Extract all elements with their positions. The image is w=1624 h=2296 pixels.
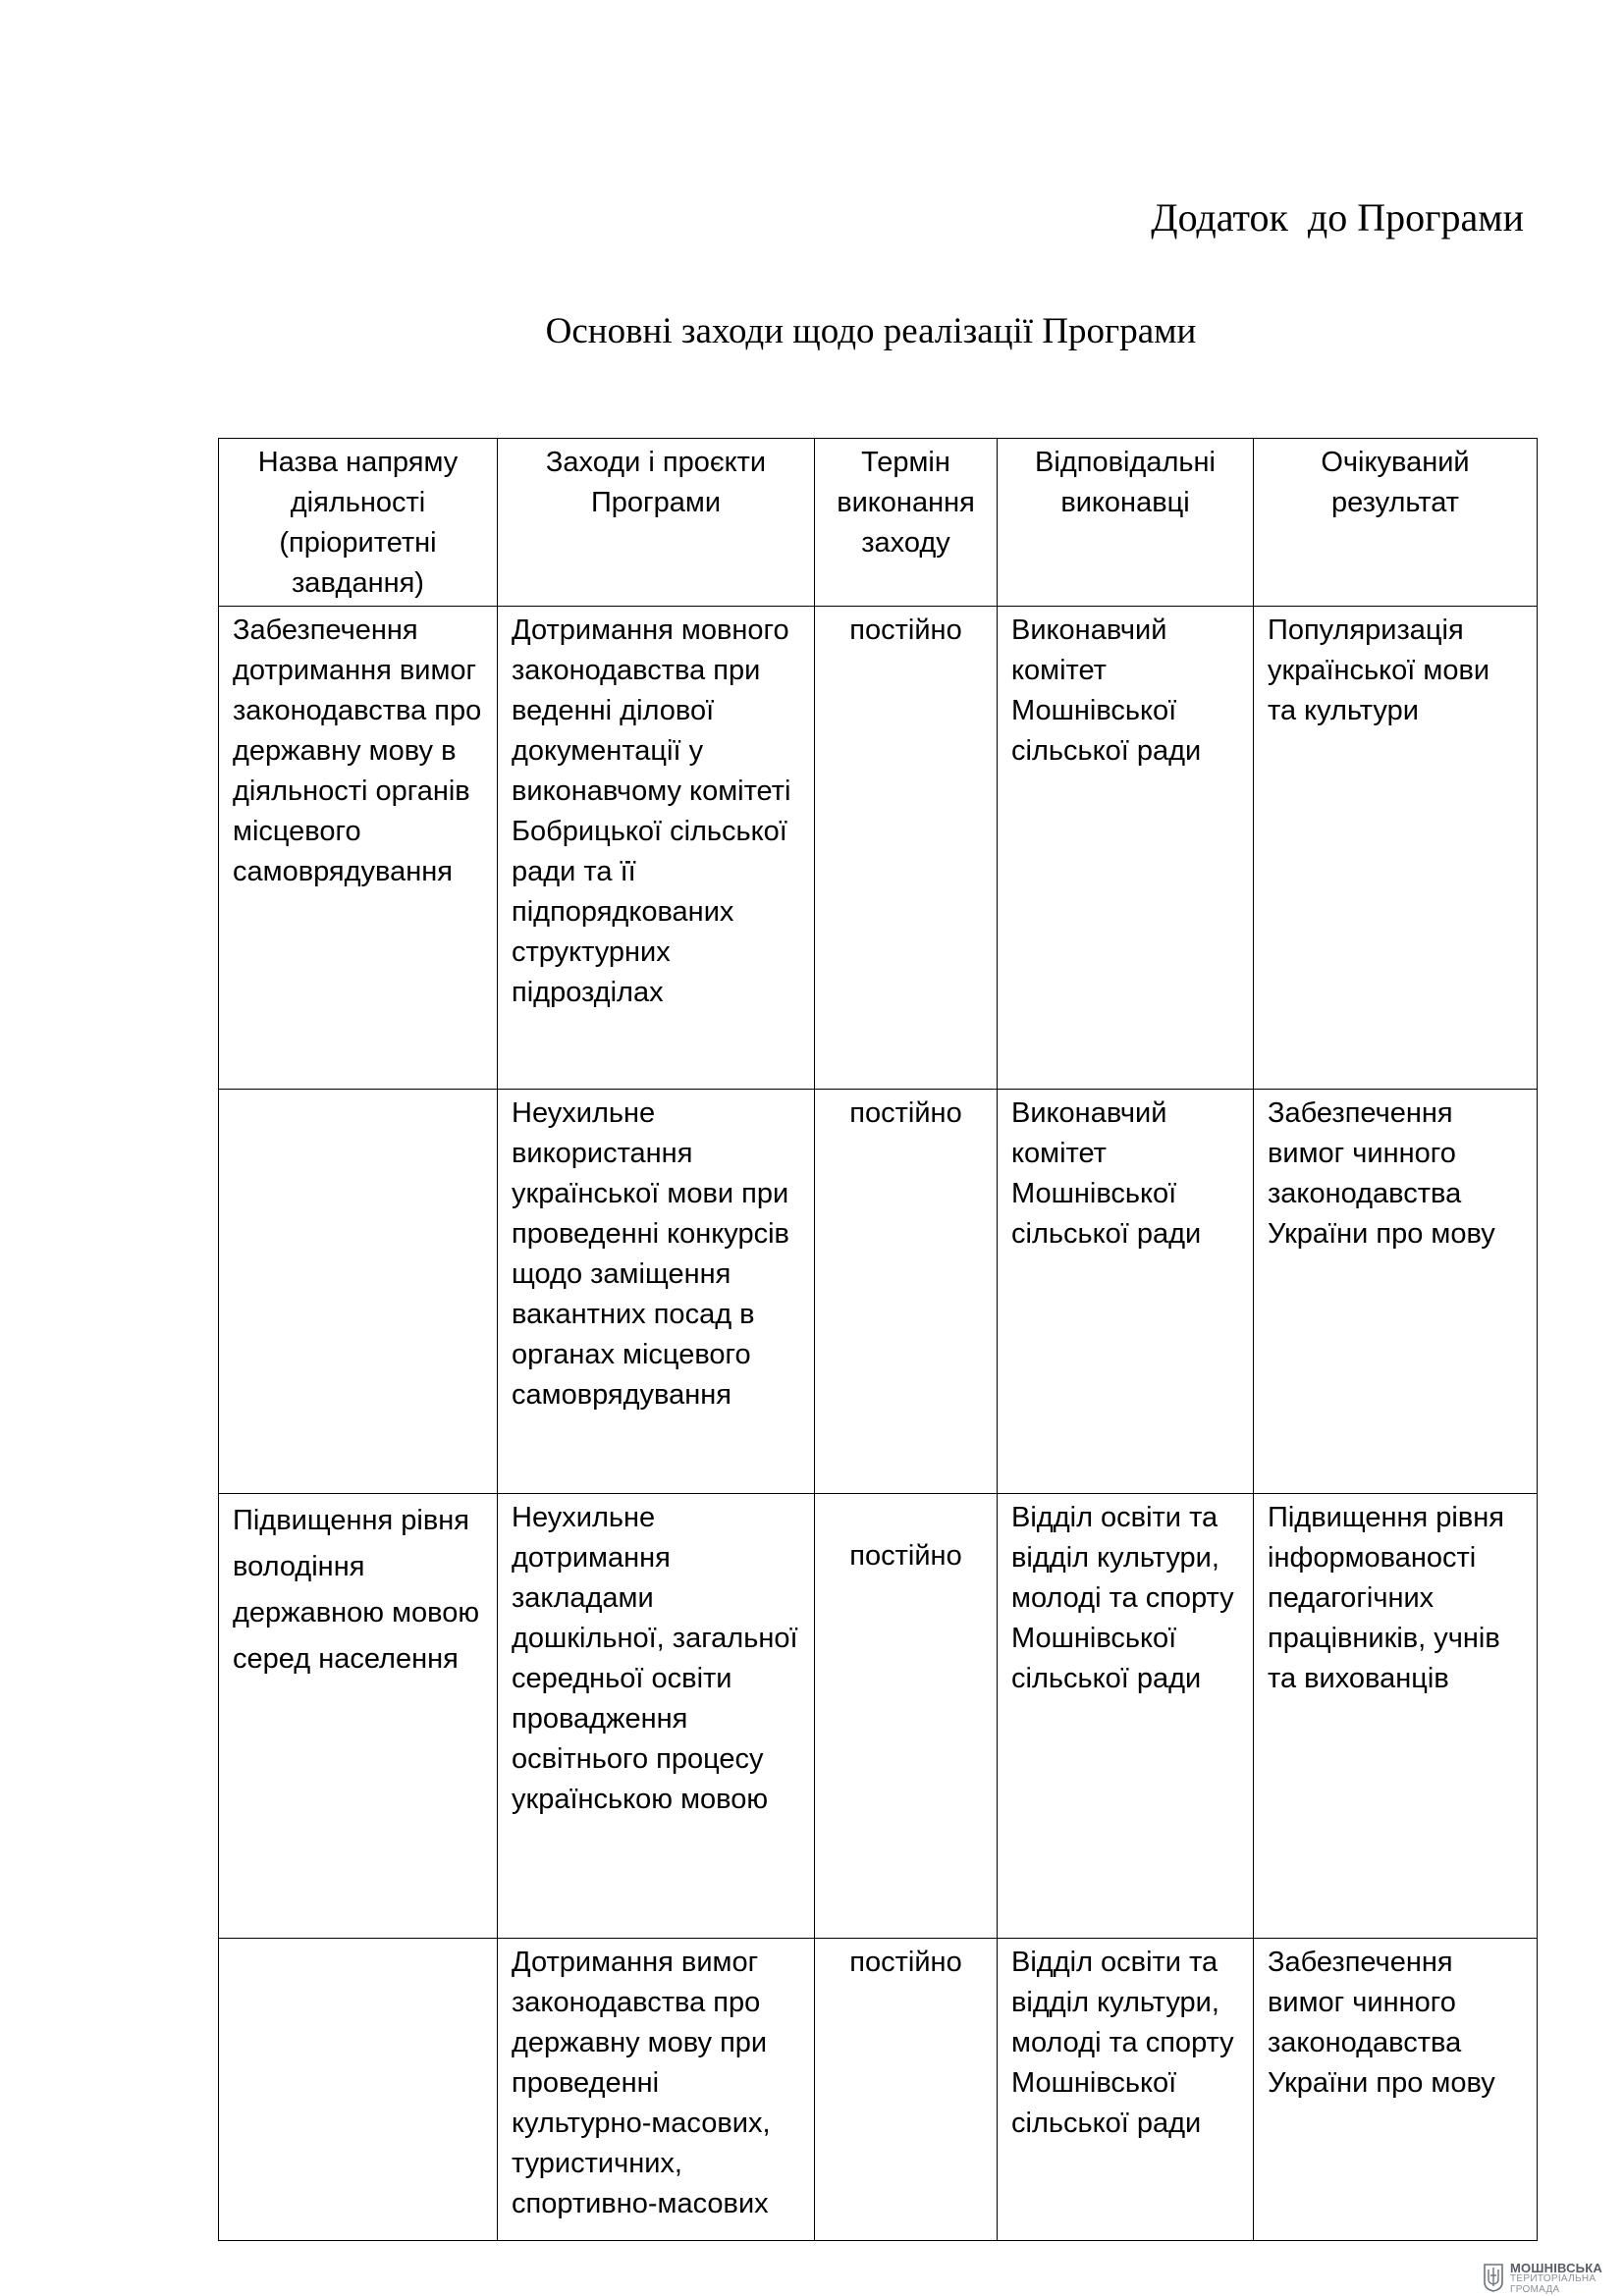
- table-row: [219, 1494, 1538, 1939]
- logo-subtitle-line2: ГРОМАДА: [1510, 2284, 1560, 2295]
- direction-cell: Підвищення рівня володіння державною мовою серед населення: [219, 1494, 498, 1939]
- appendix-label: Додаток до Програми: [1151, 195, 1524, 240]
- result-cell: Забезпечення вимог чинного законодавства України про мову: [1254, 1090, 1538, 1494]
- executor-cell: Відділ освіти та відділ культури, молоді та спорту Мошнівської сільської ради: [998, 1494, 1254, 1939]
- measure-cell: Дотримання мовного законодавства при веденні ділової документації у виконавчому комітеті Бобрицької сільської ради та її підпорядкованих структурних підрозділах: [498, 607, 815, 1090]
- measure-cell: Неухильне дотримання закладами дошкільної, загальної середньої освіти провадження освітнього процесу українською мовою: [498, 1494, 815, 1939]
- table-row: [219, 1090, 1538, 1494]
- executor-cell: Відділ освіти та відділ культури, молоді та спорту Мошнівської сільської ради: [998, 1939, 1254, 2241]
- term-cell: постійно: [815, 1494, 998, 1939]
- header-term: Термін виконання заходу: [815, 439, 998, 607]
- table-row: [219, 607, 1538, 1090]
- header-result: Очікуваний результат: [1254, 439, 1538, 607]
- table-row: [219, 1939, 1538, 2241]
- measure-cell: Неухильне використання української мови при проведенні конкурсів щодо заміщення вакантних посад в органах місцевого самоврядування: [498, 1090, 815, 1494]
- direction-cell-continued: [219, 1090, 498, 1494]
- result-cell: Популяризація української мови та культури: [1254, 607, 1538, 1090]
- header-measures: Заходи і проєкти Програми: [498, 439, 815, 607]
- page-title: Основні заходи щодо реалізації Програми: [545, 311, 1197, 351]
- direction-cell-continued: [219, 1939, 498, 2241]
- result-cell: Забезпечення вимог чинного законодавства України про мову: [1254, 1939, 1538, 2241]
- measure-cell: Дотримання вимог законодавства про державну мову при проведенні культурно-масових, туристичних, спортивно-масових: [498, 1939, 815, 2241]
- logo-title: МОШНІВСЬКА: [1510, 2261, 1602, 2275]
- result-cell: Підвищення рівня інформованості педагогічних працівників, учнів та вихованців: [1254, 1494, 1538, 1939]
- term-cell: постійно: [815, 1939, 998, 2241]
- direction-cell: Забезпечення дотримання вимог законодавства про державну мову в діяльності органів місцевого самоврядування: [219, 607, 498, 1090]
- header-executors: Відповідальні виконавці: [998, 439, 1254, 607]
- executor-cell: Виконавчий комітет Мошнівської сільської ради: [998, 1090, 1254, 1494]
- term-cell: постійно: [815, 607, 998, 1090]
- executor-cell: Виконавчий комітет Мошнівської сільської ради: [998, 607, 1254, 1090]
- term-cell: постійно: [815, 1090, 998, 1494]
- logo-subtitle-line1: ТЕРИТОРІАЛЬНА: [1510, 2273, 1597, 2284]
- trident-emblem-icon: [1483, 2263, 1504, 2292]
- header-direction: Назва напряму діяльності (пріоритетні завдання): [219, 439, 498, 607]
- measures-table: [218, 438, 1538, 2241]
- community-logo: [1483, 2263, 1602, 2295]
- table-header-row: [219, 439, 1538, 607]
